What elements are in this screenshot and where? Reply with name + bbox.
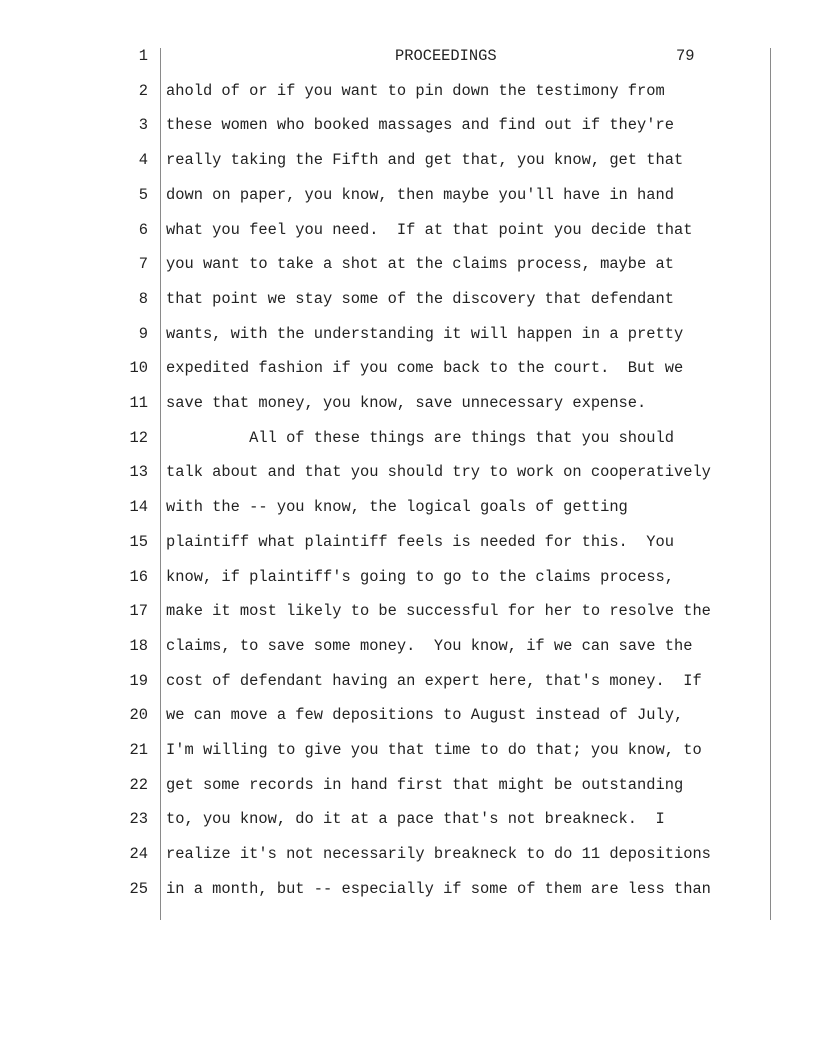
line-text: down on paper, you know, then maybe you'll have in hand <box>166 185 674 204</box>
transcript-line <box>0 396 816 431</box>
transcript-line <box>0 361 816 396</box>
line-number: 14 <box>129 498 148 517</box>
line-number: 15 <box>129 532 148 551</box>
line-number: 25 <box>129 879 148 898</box>
transcript-line <box>0 324 816 362</box>
line-number: 9 <box>138 324 148 343</box>
line-number: 12 <box>129 428 148 447</box>
line-text: plaintiff what plaintiff feels is needed for this. You <box>166 532 674 551</box>
transcript-line <box>0 289 816 327</box>
transcript-line <box>0 879 816 917</box>
transcript-line <box>0 708 816 743</box>
line-number: 18 <box>129 636 148 655</box>
line-number: 22 <box>129 775 148 794</box>
line-text: these women who booked massages and find out if they're <box>166 116 674 135</box>
line-number: 13 <box>129 463 148 482</box>
transcript-line <box>0 743 816 778</box>
transcript-line <box>0 428 816 466</box>
line-text: that point we stay some of the discovery that defendant <box>166 289 674 308</box>
transcript-line <box>0 500 816 535</box>
line-number: 24 <box>129 845 148 864</box>
line-number: 10 <box>129 359 148 378</box>
line-text: with the -- you know, the logical goals of getting <box>166 498 628 517</box>
line-text: get some records in hand first that might be outstanding <box>166 775 684 794</box>
line-number: 5 <box>138 185 148 204</box>
line-text: cost of defendant having an expert here, that's money. If <box>166 671 702 690</box>
line-number: 3 <box>138 116 148 135</box>
line-text: wants, with the understanding it will happen in a pretty <box>166 324 684 343</box>
line-number: 1 <box>138 47 148 65</box>
transcript-line <box>0 604 816 639</box>
line-number: 17 <box>129 602 148 621</box>
line-text: All of these things are things that you should <box>166 428 674 447</box>
line-text: ahold of or if you want to pin down the testimony from <box>166 81 665 100</box>
line-number: 7 <box>138 255 148 274</box>
line-text: expedited fashion if you come back to the court. But we <box>166 359 684 378</box>
line-text: in a month, but -- especially if some of them are less than <box>166 879 711 898</box>
line-number: 16 <box>129 567 148 586</box>
transcript-line <box>0 185 816 223</box>
transcript-line <box>0 465 816 500</box>
line-number: 19 <box>129 671 148 690</box>
line-text: save that money, you know, save unnecessary expense. <box>166 394 647 412</box>
transcript-line <box>0 257 816 292</box>
transcript-line <box>0 671 816 709</box>
transcript-line <box>0 118 816 153</box>
line-number: 8 <box>138 289 148 308</box>
line-number: 21 <box>129 741 148 759</box>
transcript-line <box>0 153 816 188</box>
line-text: what you feel you need. If at that point you decide that <box>166 220 693 239</box>
line-text: realize it's not necessarily breakneck to do 11 depositions <box>166 845 711 864</box>
transcript-line <box>0 775 816 813</box>
line-number: 11 <box>129 394 148 412</box>
line-text: we can move a few depositions to August instead of July, <box>166 706 684 725</box>
transcript-line <box>0 812 816 847</box>
line-text: claims, to save some money. You know, if we can save the <box>166 636 693 655</box>
page-header-title: PROCEEDINGS <box>395 47 497 65</box>
transcript-line <box>0 220 816 258</box>
line-text: talk about and that you should try to work on cooperatively <box>166 463 711 482</box>
line-text: to, you know, do it at a pace that's not breakneck. I <box>166 810 665 829</box>
transcript-line <box>0 636 816 674</box>
line-text: you want to take a shot at the claims process, maybe at <box>166 255 674 274</box>
page-number: 79 <box>676 47 695 65</box>
line-text: I'm willing to give you that time to do that; you know, to <box>166 741 702 759</box>
transcript-line <box>0 532 816 570</box>
transcript-line <box>0 81 816 119</box>
line-number: 23 <box>129 810 148 829</box>
line-text: know, if plaintiff's going to go to the claims process, <box>166 567 674 586</box>
line-text: really taking the Fifth and get that, you know, get that <box>166 151 684 170</box>
line-number: 2 <box>138 81 148 100</box>
transcript-line <box>0 847 816 882</box>
transcript-line <box>0 567 816 605</box>
line-number: 6 <box>138 220 148 239</box>
line-number: 4 <box>138 151 148 170</box>
line-text: make it most likely to be successful for her to resolve the <box>166 602 711 621</box>
transcript-line <box>0 49 816 84</box>
line-number: 20 <box>129 706 148 725</box>
